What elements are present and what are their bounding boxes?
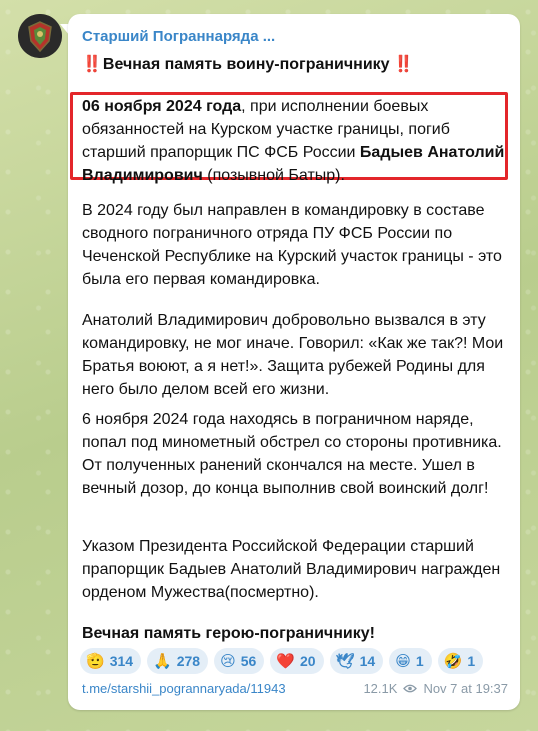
reaction-pray[interactable] xyxy=(147,648,208,674)
cry-emoji-icon: 😢 xyxy=(220,652,236,670)
rofl-emoji-icon: 🤣 xyxy=(443,652,463,670)
reaction-count: 1 xyxy=(415,653,424,669)
shield-emblem-icon xyxy=(18,14,62,58)
reaction-count: 314 xyxy=(109,653,134,669)
message-bubble xyxy=(68,14,520,710)
paragraph-award: Указом Президента Российской Федерации старший прапорщик Бадыев Анатолий Владимирович награжден орденом Мужества(посмертно). xyxy=(82,538,501,601)
paragraph-circumstances: 6 ноября 2024 года находясь в пограничном наряде, попал под минометный обстрел со стороны противника. От полученных ранений скончался на месте. Ушел в вечный дозор, до конца выполнив свой воинский долг! xyxy=(82,411,502,497)
paragraph-volunteer: Анатолий Владимирович добровольно вызвался в эту командировку, не мог иначе. Говорил: «Как же так?! Мои Братья воюют, а я нет!». Защита рубежей Родины для него было делом всей его жизни. xyxy=(82,312,504,398)
reaction-count: 56 xyxy=(240,653,257,669)
reactions-bar xyxy=(80,648,483,674)
reaction-cry[interactable] xyxy=(214,648,264,674)
reaction-count: 20 xyxy=(300,653,316,669)
double-exclamation-icon: ‼️ xyxy=(82,56,99,73)
grin-emoji-icon: 😁 xyxy=(395,652,411,670)
reaction-count: 1 xyxy=(467,653,476,669)
reaction-rofl[interactable] xyxy=(438,648,483,674)
heart-emoji-icon: ❤️ xyxy=(276,652,295,670)
paragraph-text: (позывной Батыр). xyxy=(202,167,345,184)
paragraph-text: , при исполнении боевых обязанностей на Курском участке границы, погиб старший прапорщик ПС ФСБ России xyxy=(82,98,450,161)
reaction-dove[interactable] xyxy=(330,648,384,674)
post-title xyxy=(82,54,410,74)
reaction-count: 278 xyxy=(176,653,201,669)
reaction-salute[interactable] xyxy=(80,648,141,674)
channel-name[interactable]: Старший Пограннаряда ... xyxy=(82,28,276,45)
reaction-heart[interactable] xyxy=(270,648,323,674)
dove-emoji-icon: 🕊 xyxy=(335,652,355,670)
salute-emoji-icon: 🫡 xyxy=(86,652,105,670)
deceased-name: Бадыев Анатолий Владимирович xyxy=(82,144,505,184)
message-footer xyxy=(82,681,508,696)
pray-emoji-icon: 🙏 xyxy=(153,652,172,670)
death-date: 06 ноября 2024 года xyxy=(82,98,242,115)
reaction-count: 14 xyxy=(359,653,376,669)
message-meta xyxy=(363,681,508,696)
view-count: 12.1K xyxy=(363,681,398,696)
paragraph-deployment: В 2024 году был направлен в командировку в составе сводного пограничного отряда ПУ ФСБ России по Чеченской Республике на Курский участок границы - это была его первая командировка. xyxy=(82,202,502,288)
channel-avatar[interactable] xyxy=(18,14,62,58)
post-link[interactable]: t.me/starshii_pogrannaryada/11943 xyxy=(82,681,286,696)
eye-icon xyxy=(403,684,417,693)
post-title-text: Вечная память воину-пограничнику xyxy=(102,56,390,73)
paragraph-closing: Вечная память герою-пограничнику! xyxy=(82,625,375,642)
double-exclamation-icon: ‼️ xyxy=(393,56,411,73)
timestamp: Nov 7 at 19:37 xyxy=(423,681,508,696)
reaction-grin[interactable] xyxy=(389,648,431,674)
paragraph-death-notice xyxy=(82,95,506,187)
